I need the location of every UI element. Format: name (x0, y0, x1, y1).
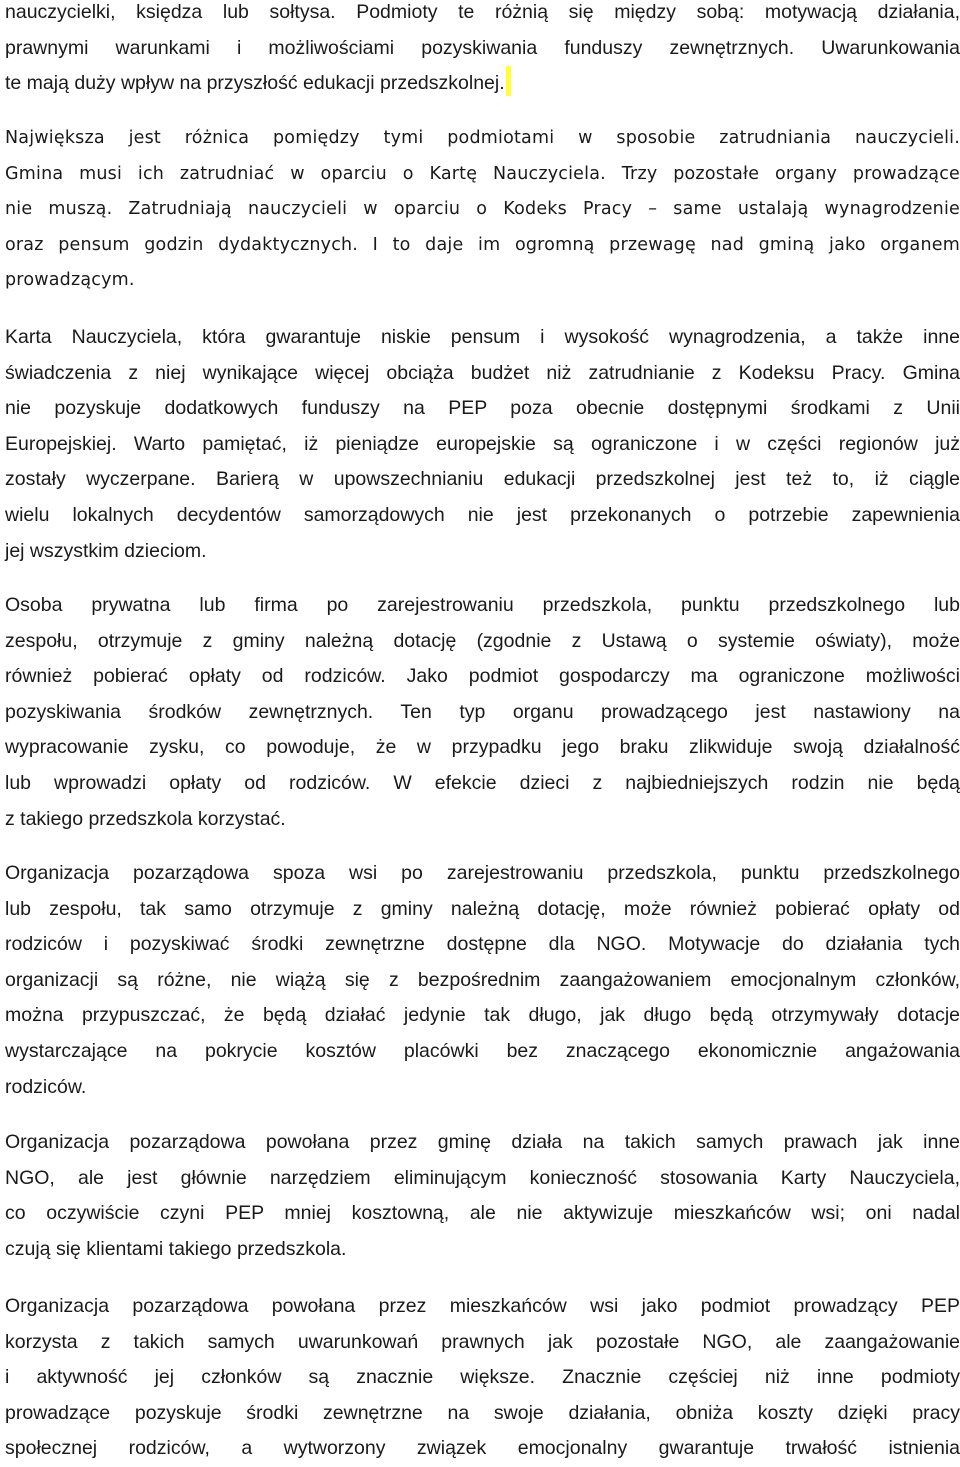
text-line: świadczenia z niej wynikające więcej obciąża budżet niż zatrudnianie z Kodeksu Pracy. Gmina (5, 361, 960, 384)
text-line (5, 66, 960, 102)
text-line: również pobierać opłaty od rodziców. Jako podmiot gospodarczy ma ograniczone możliwości (5, 665, 960, 688)
text-line: nauczycielki, księdza lub sołtysa. Podmioty te różnią się między sobą: motywacją działania, (5, 1, 960, 23)
text-line: wielu lokalnych decydentów samorządowych nie jest przekonanych o potrzebie zapewnienia (5, 503, 960, 526)
text-line: NGO, ale jest głównie narzędziem eliminującym konieczność stosowania Karty Nauczyciela, (5, 1166, 960, 1189)
text-line: Osoba prywatna lub firma po zarejestrowaniu przedszkola, punktu przedszkolnego lub (5, 594, 960, 616)
text-line: prowadzące pozyskuje środki zewnętrzne na swoje działania, obniża koszty dzięki pracy (5, 1401, 960, 1424)
text-line: i aktywność jej członków są znacznie większe. Znacznie częściej niż inne podmioty (5, 1366, 960, 1389)
text-line: wypracowanie zysku, co powoduje, że w przypadku jego braku zlikwiduje swoją działalność (5, 736, 960, 759)
paragraph-4 (5, 588, 960, 837)
text-line: można przypuszczać, że będą działać jedynie tak długo, jak długo będą otrzymywały dotacje (5, 1004, 960, 1027)
paragraph-7 (5, 1289, 960, 1467)
paragraph-3 (5, 320, 960, 569)
text-line: jej wszystkim dzieciom. (5, 539, 207, 562)
text-line: nie muszą. Zatrudniają nauczycieli w oparciu o Kodeks Pracy – same ustalają wynagrodzenie (5, 199, 960, 220)
paragraph-6 (5, 1125, 960, 1267)
text-line: Karta Nauczyciela, która gwarantuje niskie pensum i wysokość wynagrodzenia, a także inne (5, 326, 960, 348)
text-line: Organizacja pozarządowa powołana przez mieszkańców wsi jako podmiot prowadzący PEP (5, 1295, 960, 1317)
text-line: rodziców. (5, 1075, 87, 1098)
text-line: oraz pensum godzin dydaktycznych. I to daje im ogromną przewagę nad gminą jako organem (5, 234, 960, 255)
text-line: lub zespołu, tak samo otrzymuje z gminy należną dotację, może również pobierać opłaty od (5, 897, 960, 920)
text-line-content: te mają duży wpływ na przyszłość edukacji przedszkolnej. (5, 72, 505, 95)
text-line: Organizacja pozarządowa spoza wsi po zarejestrowaniu przedszkola, punktu przedszkolnego (5, 862, 960, 884)
text-line: czują się klientami takiego przedszkola. (5, 1237, 347, 1260)
text-line: organizacji są różne, nie wiążą się z bezpośrednim zaangażowaniem emocjonalnym członków, (5, 968, 960, 991)
text-line: prawnymi warunkami i możliwościami pozyskiwania funduszy zewnętrznych. Uwarunkowania (5, 36, 960, 59)
text-line: korzysta z takich samych uwarunkowań prawnych jak pozostałe NGO, ale zaangażowanie (5, 1330, 960, 1353)
text-line: wystarczające na pokrycie kosztów placówki bez znaczącego ekonomicznie angażowania (5, 1039, 960, 1062)
text-line: nie pozyskuje dodatkowych funduszy na PEP poza obecnie dostępnymi środkami z Unii (5, 397, 960, 420)
paragraph-2 (5, 121, 960, 299)
text-line: zespołu, otrzymuje z gminy należną dotację (zgodnie z Ustawą o systemie oświaty), może (5, 629, 960, 652)
text-line: pozyskiwania środków zewnętrznych. Ten typ organu prowadzącego jest nastawiony na (5, 700, 960, 723)
text-line: rodziców i pozyskiwać środki zewnętrzne dostępne dla NGO. Motywacje do działania tych (5, 933, 960, 956)
paragraph-5 (5, 856, 960, 1105)
text-line: z takiego przedszkola korzystać. (5, 807, 286, 830)
text-line: społecznej rodziców, a wytworzony związek emocjonalny gwarantuje trwałość istnienia (5, 1437, 960, 1460)
text-line: Organizacja pozarządowa powołana przez gminę działa na takich samych prawach jak inne (5, 1131, 960, 1153)
text-line: Gmina musi ich zatrudniać w oparciu o Kartę Nauczyciela. Trzy pozostałe organy prowadzące (5, 163, 960, 184)
text-line: zostały wyczerpane. Barierą w upowszechnianiu edukacji przedszkolnej jest też to, iż ciągle (5, 468, 960, 491)
text-line: lub wprowadzi opłaty od rodziców. W efekcie dzieci z najbiedniejszych rodzin nie będą (5, 771, 960, 794)
text-line: co oczywiście czyni PEP mniej kosztowną, ale nie aktywizuje mieszkańców wsi; oni nadal (5, 1202, 960, 1225)
text-line: prowadzącym. (5, 270, 135, 291)
paragraph-1 (5, 0, 960, 102)
text-highlight-marker (506, 66, 511, 96)
text-line: Największa jest różnica pomiędzy tymi podmiotami w sposobie zatrudniania nauczycieli. (5, 128, 960, 148)
text-line: Europejskiej. Warto pamiętać, iż pieniądze europejskie są ograniczone i w części regionów już (5, 432, 960, 455)
